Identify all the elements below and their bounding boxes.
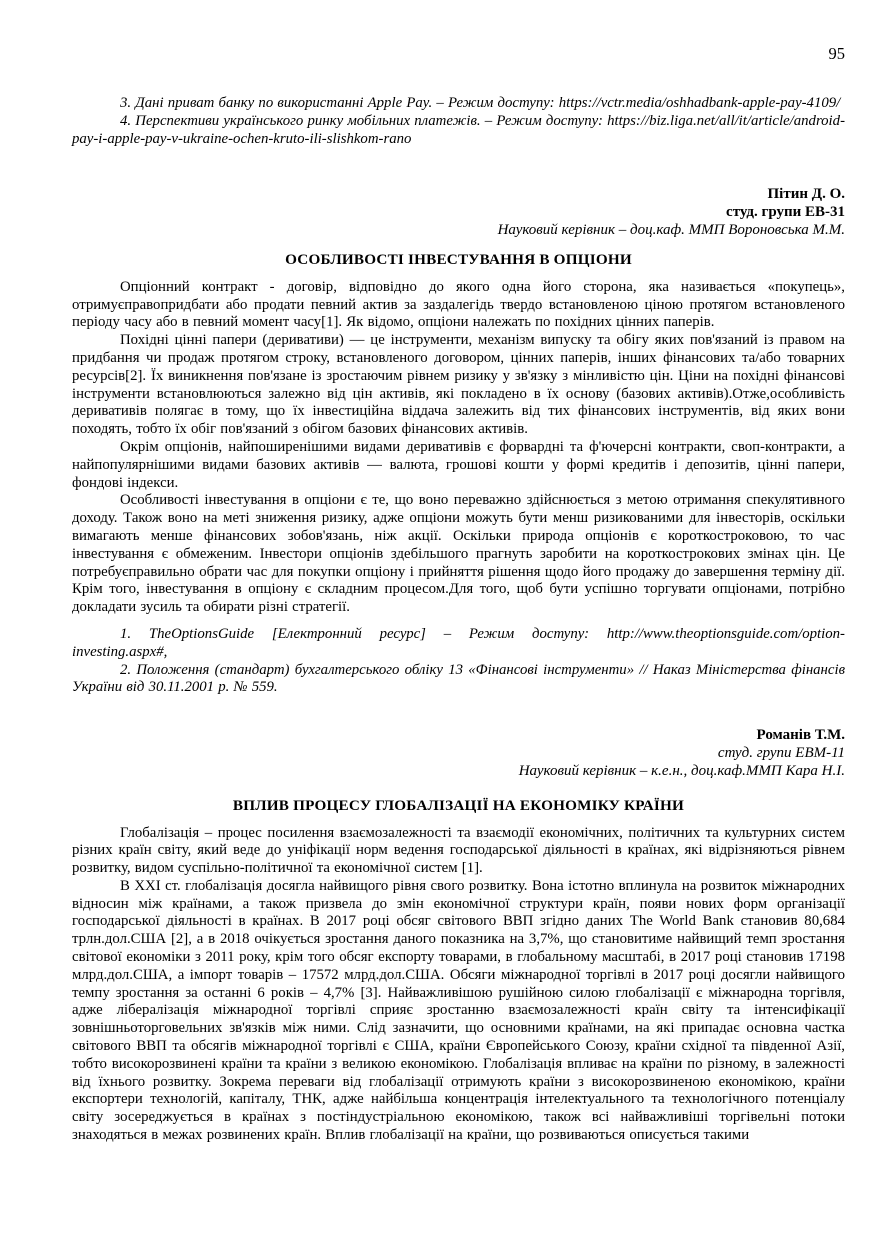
- article-options-investing: [72, 186, 845, 697]
- reference-item-2: 2. Положення (стандарт) бухгалтерського обліку 13 «Фінансові інструменти» // Наказ Міністерства фінансів України від 30.11.2001 р. № 559.: [72, 661, 845, 696]
- top-reference-item-3: 3. Дані приват банку по використанні Apple Pay. – Режим доступу: https://vctr.media/oshhadbank-apple-pay-4109/: [120, 95, 841, 111]
- paragraph: Опціонний контракт - договір, відповідно до якого одна його сторона, яка називається «покупець», отримуєправопридбати або продати певний актив за заздалегідь твердо встановленою ціною протягом встановленого періоду часу або в певний момент часу[1]. Як відомо, опціони належать по похідних цінних паперів.: [72, 278, 845, 331]
- supervisor-line: Науковий керівник – к.е.н., доц.каф.ММП Кара Н.І.: [518, 762, 845, 779]
- supervisor-line: Науковий керівник – доц.каф. ММП Вороновська М.М.: [497, 221, 845, 238]
- paragraph: Окрім опціонів, найпоширенішими видами деривативів є форвардні та ф'ючерсні контракти, своп-контракти, а найпопулярнішими видами базових активів — валюта, грошові кошти у формі кредитів і депозитів, цінні папери, фондові індекси.: [72, 438, 845, 491]
- author-name: Романів Т.М.: [756, 727, 845, 744]
- author-block: [72, 727, 845, 780]
- article-title: ВПЛИВ ПРОЦЕСУ ГЛОБАЛІЗАЦІЇ НА ЕКОНОМІКУ КРАЇНИ: [232, 796, 685, 814]
- author-block: [72, 186, 845, 239]
- author-name: Пітин Д. О.: [767, 186, 845, 203]
- author-group: студ. групи ЕВМ-11: [717, 744, 845, 761]
- paragraph: Похідні цінні папери (деривативи) — це інструменти, механізм випуску та обігу яких пов'язаний із правом на придбання чи продаж протягом строку, встановленого договором, цінних паперів, інших фінансових та/або товарних ресурсів[2]. Їх виникнення пов'язане із зростаючим рівнем ризику у зв'язку з мінливістю цін. Ціни на похідні фінансові інструменти встановлюються залежно від цін активів, які покладено в їх основу (базових активів).Отже,особливість деривативів полягає в тому, що їх інвестиційна віддача залежить від тих фінансових інструментів, від яких вони походять, тобто їх обіг пов'язаний з обігом базових фінансових активів.: [72, 332, 845, 438]
- article-globalization: [72, 727, 845, 1145]
- article-title: ОСОБЛИВОСТІ ІНВЕСТУВАННЯ В ОПЦІОНИ: [285, 250, 632, 268]
- reference-item-1: 1. TheOptionsGuide [Електронний ресурс] – Режим доступу: http://www.theoptionsguide.com/option-investing.aspx#,: [72, 625, 845, 660]
- top-reference-item-4: 4. Перспективи українського ринку мобільних платежів. – Режим доступу: https://biz.liga.net/all/it/article/android-pay-i-apple-pay-v-ukraine-ochen-kruto-ili-slishkom-rano: [72, 112, 845, 147]
- paragraph: В ХХІ ст. глобалізація досягла найвищого рівня свого розвитку. Вона істотно вплинула на розвиток міжнародних відносин між країнами, а також призвела до змін економічної структури країн, появи нових форм організації господарської діяльності в країнах. В 2017 році обсяг світового ВВП згідно даних The World Bank становив 80,684 трлн.дол.США [2], а в 2018 очікується зростання даного показника на 3,7%, що становитиме найвищий темп зростання світової економіки з 2011 року, крім того обсяг експорту товарами, в глобальному масштабі, в 2017 році становив 17198 млрд.дол.США, а імпорт товарів – 17572 млрд.дол.США. Обсяги міжнародної торгівлі в 2017 році досягли найвищого темпу зростання за останні 6 років – 4,7% [3]. Найважливішою рушійною силою глобалізації є міжнародна торгівля, адже лібералізація міжнародної торгівлі сприяє зростанню взаємозалежності країн світу та інтенсифікації зовнішньоторговельних зв'язків між ними. Слід зазначити, що основними країнами, на які припадає основна частка світового ВВП та обсягів міжнародної торгівлі є США, країни Європейського Союзу, країни східної та південної Азії, тобто високорозвинені країни та країни з великою економікою. Глобалізація впливає на країни по різному, в залежності від їхнього розвитку. Зокрема переваги від глобалізації отримують країни з високорозвиненою економікою, країни експортери технологій, капіталу, ТНК, адже найбільша концентрація інтелектуального та технологічного потенціалу світу зосереджується в країнах з постіндустріальною економікою, також всі найважливіші торгівельні потоки знаходяться в межах розвинених країн. Вплив глобалізації на країни, що розвиваються описується такими: [72, 877, 845, 1144]
- article-references: [72, 626, 845, 697]
- author-group: студ. групи ЕВ-31: [726, 204, 845, 221]
- page-number: 95: [828, 44, 845, 63]
- paragraph: Особливості інвестування в опціони є те, що воно переважно здійснюється з метою отримання спекулятивного доходу. Також воно на меті зниження ризику, адже опціони можуть бути менш ризикованими для інвесторів, оскільки вимагають менше фінансових зобов'язань, ніж акції. Оскільки природа опціонів є короткостроковою, то час інвестування є обмеженим. Інвестори опціонів здебільшого прагнуть заробити на короткострокових змінах цін. Це потребуєправильно обрати час для покупки опціону і прийняття рішення щодо його продажу до завершення терміну дії. Крім того, інвестування в опціону є складним процесом.Для того, щоб бути успішно торгувати опціонами, потрібно докладати зусиль та обирати різні стратегії.: [72, 492, 845, 616]
- paragraph: Глобалізація – процес посилення взаємозалежності та взаємодії економічних, політичних та культурних систем різних країн світу, який веде до уніфікації норм ведення господарської діяльності в країнах, які відрізняються рівнем розвитку, видом суспільно-політичної та економічної систем [1].: [72, 824, 845, 877]
